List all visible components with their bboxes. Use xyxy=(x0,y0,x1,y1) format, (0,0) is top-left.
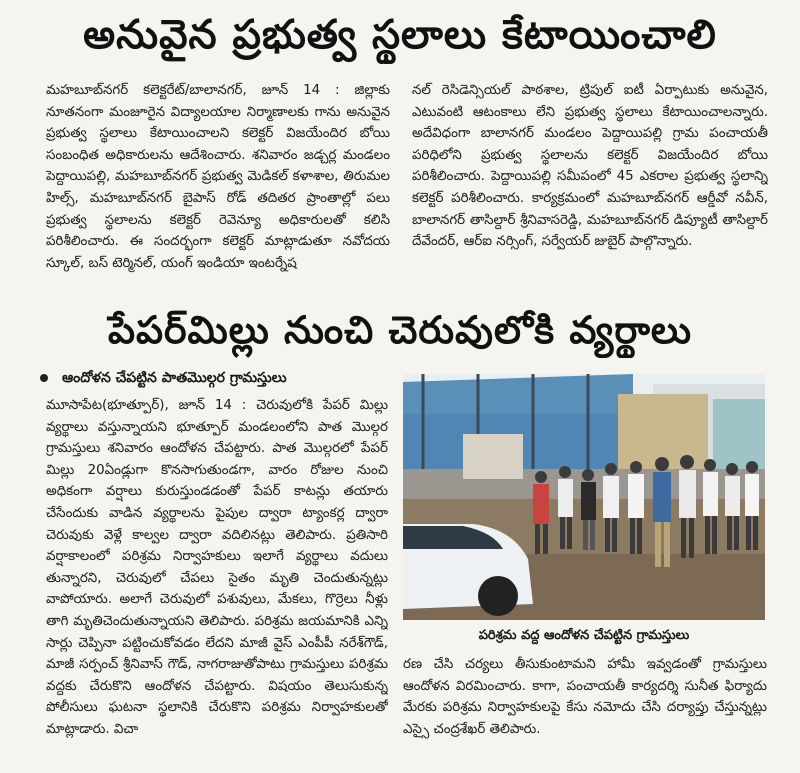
article2-column2-text: రణ చేసి చర్యలు తీసుకుంటామని హామీ ఇవ్వడంతో గ్రామస్తులు ఆందోళన విరమించారు. కాగా, పంచాయతీ కార్యదర్శి సునీత ఫిర్యాదు మేరకు పరిశ్రమ నిర్వాహకులపై కేసు నమోదు చేసి దర్యాప్తు చేస్తున్నట్లు ఎస్సై చంద్రశేఖర్ తెలిపారు. xyxy=(403,657,767,737)
article2-subhead xyxy=(40,366,390,390)
article1-column1-text: మహబూబ్‌నగర్ కలెక్టరేట్/బాలానగర్, జూన్ 14 : జిల్లాకు నూతనంగా మంజూరైన విద్యాలయాల నిర్మాణాలకు గాను అనువైన ప్రభుత్వ స్థలాలు కేటాయించాలని కలెక్టర్ విజయేందిర బోయి సంబంధిత అధికారులను ఆదేశించారు. శనివారం జడ్చర్ల మండలం పెద్దాయిపల్లి, మహబూబ్‌నగర్ ప్రభుత్వ మెడికల్ కళాశాల, తిరుమల హిల్స్, మహబూబ్‌నగర్ బైపాస్ రోడ్ తదితర ప్రాంతాల్లో పలు ప్రభుత్వ స్థలాలను కలెక్టర్ రెవెన్యూ అధికారులతో కలిసి పరిశీలించారు. ఈ సందర్భంగా కలెక్టర్ మాట్లాడుతూ నవోదయ స్కూల్, బస్ టెర్మినల్, యంగ్ ఇండియా ఇంటర్నేష xyxy=(46,83,390,271)
article2-column2 xyxy=(403,654,767,764)
article1-column2-text: నల్ రెసిడెన్సియల్ పాఠశాల, ట్రిపుల్ ఐటీ ఏర్పాటుకు అనువైన, ఎటువంటి ఆటంకాలు లేని ప్రభుత్వ స్థలాలు కేటాయించాలన్నారు. అదేవిధంగా బాలానగర్ మండలం పెద్దాయిపల్లి గ్రామ పంచాయతీ పరిధిలోని ప్రభుత్వ స్థలాలను కలెక్టర్ విజయేందిర బోయి పరిశీలించారు. పెద్దాయిపల్లి సమీపంలో 45 ఎకరాల ప్రభుత్వ స్థలాన్ని కలెక్టర్ పరిశీలించారు. కార్యక్రమంలో మహబూబ్‌నగర్ ఆర్డీవో నవీన్, బాలానగర్ తాసిల్దార్ శ్రీనివాసరెడ్డి, మహబూబ్‌నగర్ డిప్యూటీ తాసిల్దార్ దేవేందర్, ఆర్ఐ నర్సింగ్, సర్వేయర్ జుబైర్ పాల్గొన్నారు. xyxy=(412,83,768,250)
article2-column1-text: మూసాపేట(భూత్పూర్), జూన్ 14 : చెరువులోకి పేపర్ మిల్లు వ్యర్థాలు వస్తున్నాయని భూత్పూర్ మండలంలోని పాత మొల్గర గ్రామస్తులు శనివారం ఆందోళన చేపట్టారు. పాత మొల్గరలో పేపర్ మిల్లు 20ఏండ్లుగా కొనసాగుతుండగా, వారం రోజుల నుంచి అధికంగా వర్షాలు కురుస్తుండడంతో పేపర్ కాటన్లు తయారు చేసేందుకు వాడిన వ్యర్థాలను పైపుల ద్వారా ట్యాంకర్ల ద్వారా చెరువుకు వెళ్లే కాల్వల ద్వారా వదిలినట్లు తెలిపారు. ప్రతిసారి వర్షాకాలంలో పరిశ్రమ నిర్వాహకులు ఇలాగే వ్యర్థాలు వదులు తున్నారని, చెరువులో చేపలు సైతం మృతి చెందుతున్నట్లు వాపోయారు. అలాగే చెరువులో పశువులు, మేకలు, గొర్రెలు నీళ్లు తాగి మృతిచెందుతున్నాయని తెలిపారు. పరిశ్రమ జయమానికి ఎన్ని సార్లు చెప్పినా పట్టించుకోవడం లేదని మాజీ వైస్ ఎంపీపీ నరేశ్‌గౌడ్, మాజీ సర్పంచ్ శ్రీనివాస్ గౌడ్, నాగరాజుతోపాటు గ్రామస్తులు పరిశ్రమ వద్దకు చేరుకొని ఆందోళన చేపట్టారు. విషయం తెలుసుకున్న పోలీసులు ఘటనా స్థలానికి చేరుకొని పరిశ్రమ నిర్వాహకులతో మాట్లాడారు. విచా xyxy=(46,398,388,737)
article1-column1 xyxy=(46,80,390,296)
article2-column1 xyxy=(46,395,388,765)
headline-paper-mill: పేపర్‌మిల్లు నుంచి చెరువులోకి వ్యర్థాలు xyxy=(107,308,693,352)
protest-photo xyxy=(403,374,765,620)
article1-column2 xyxy=(412,80,768,296)
headline-collector-land: అనువైన ప్రభుత్వ స్థలాలు కేటాయించాలి xyxy=(83,12,717,58)
photo-caption: పరిశ్రమ వద్ద ఆందోళన చేపట్టిన గ్రామస్తులు xyxy=(478,628,690,643)
bullet-icon xyxy=(40,374,48,382)
article2-subhead-text: ఆందోళన చేపట్టిన పాతమొల్గర గ్రామస్తులు xyxy=(62,370,287,386)
protest-photo-illustration xyxy=(403,374,765,620)
